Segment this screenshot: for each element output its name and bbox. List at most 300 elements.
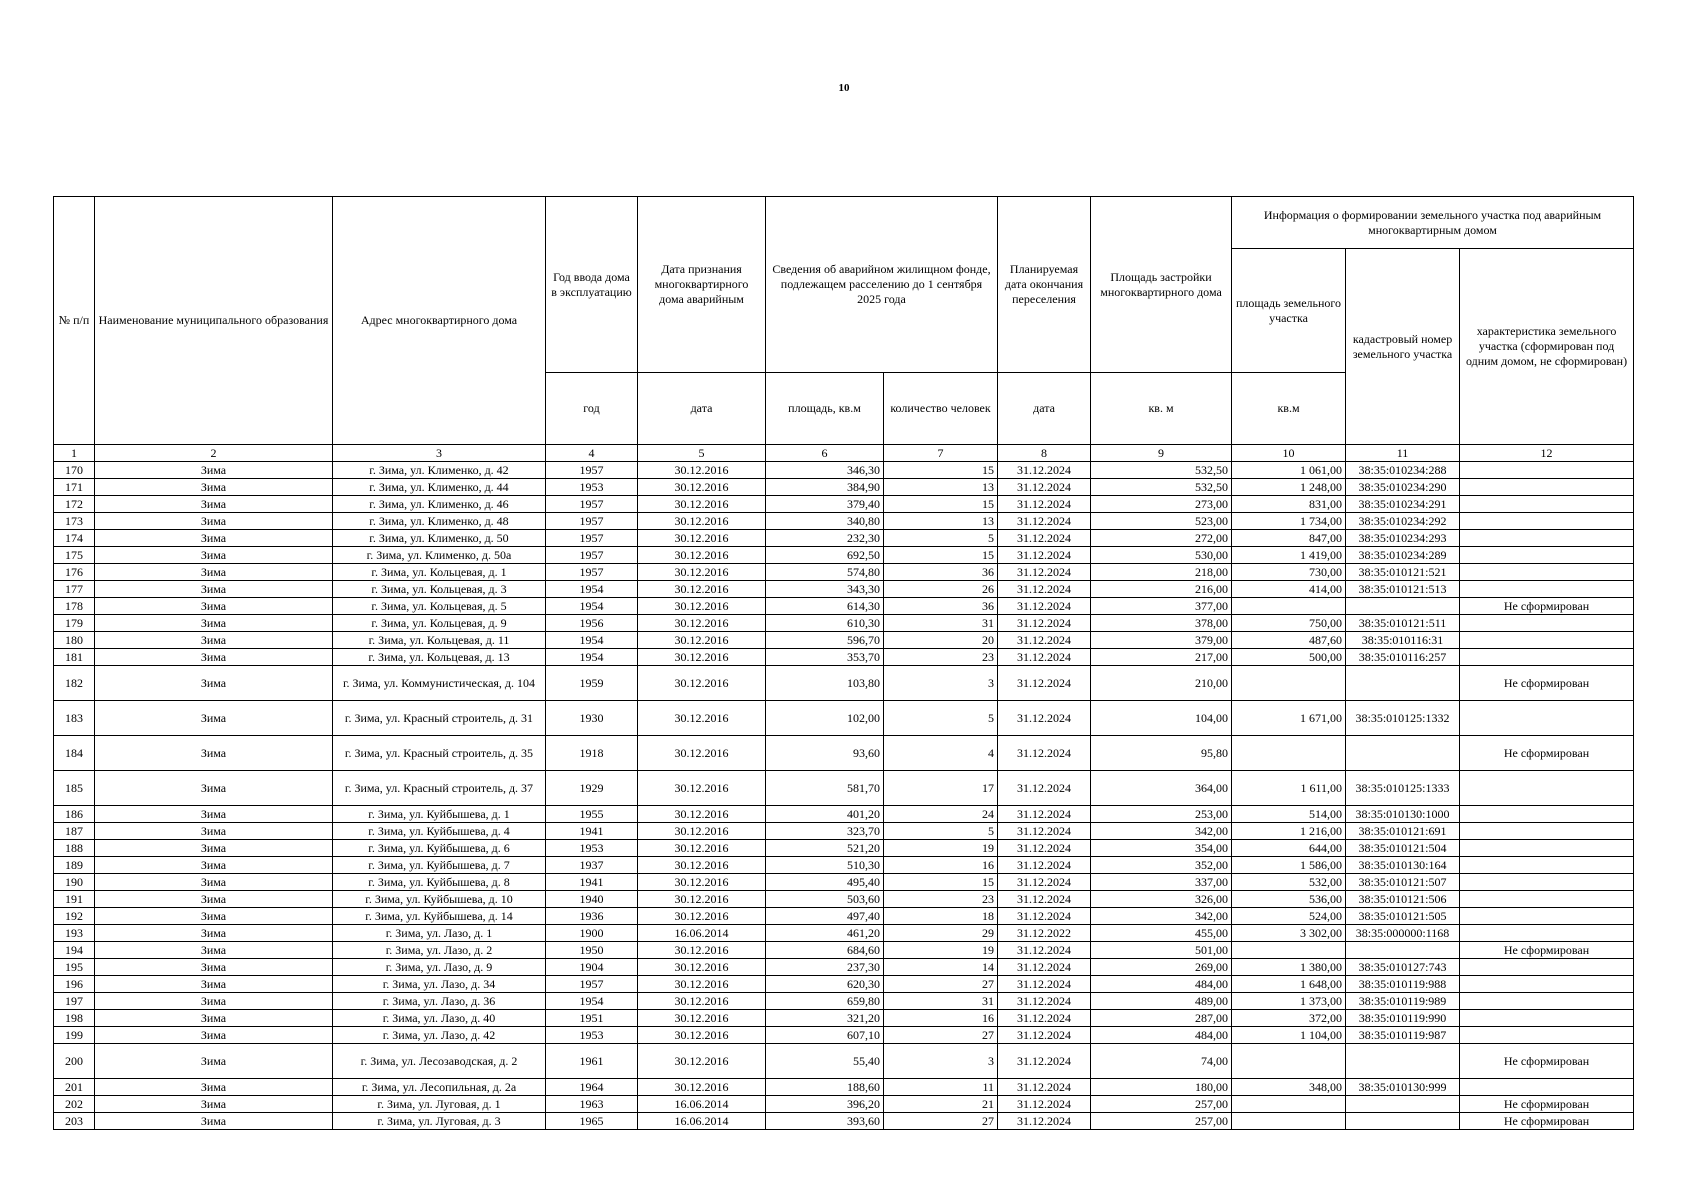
land-area-cell: 524,00: [1232, 908, 1346, 925]
year-cell: 1953: [546, 1027, 638, 1044]
recognition-date-cell: 30.12.2016: [638, 857, 766, 874]
column-number: 4: [546, 445, 638, 462]
building-area-cell: 530,00: [1091, 547, 1232, 564]
recognition-date-cell: 30.12.2016: [638, 840, 766, 857]
row-number-cell: 201: [54, 1079, 95, 1096]
row-number-cell: 170: [54, 462, 95, 479]
year-cell: 1929: [546, 771, 638, 806]
table-row: [54, 1113, 1634, 1130]
area-cell: 692,50: [766, 547, 884, 564]
planned-date-cell: 31.12.2024: [998, 806, 1091, 823]
recognition-date-cell: 16.06.2014: [638, 1096, 766, 1113]
municipality-cell: Зима: [95, 771, 333, 806]
building-area-cell: 104,00: [1091, 701, 1232, 736]
table-row: [54, 649, 1634, 666]
cadastral-number-cell: 38:35:010125:1332: [1346, 701, 1460, 736]
address-cell: г. Зима, ул. Куйбышева, д. 14: [333, 908, 546, 925]
people-count-cell: 27: [884, 976, 998, 993]
building-area-cell: 216,00: [1091, 581, 1232, 598]
address-cell: г. Зима, ул. Клименко, д. 50а: [333, 547, 546, 564]
column-number: 6: [766, 445, 884, 462]
municipality-cell: Зима: [95, 959, 333, 976]
municipality-cell: Зима: [95, 649, 333, 666]
planned-date-cell: 31.12.2024: [998, 598, 1091, 615]
planned-date-cell: 31.12.2024: [998, 701, 1091, 736]
row-number-cell: 183: [54, 701, 95, 736]
address-cell: г. Зима, ул. Коммунистическая, д. 104: [333, 666, 546, 701]
table-row: [54, 1079, 1634, 1096]
unit-date: дата: [638, 373, 766, 445]
municipality-cell: Зима: [95, 891, 333, 908]
planned-date-cell: 31.12.2024: [998, 908, 1091, 925]
municipality-cell: Зима: [95, 1027, 333, 1044]
building-area-cell: 217,00: [1091, 649, 1232, 666]
row-number-cell: 197: [54, 993, 95, 1010]
cadastral-number-cell: [1346, 1044, 1460, 1079]
municipality-cell: Зима: [95, 1079, 333, 1096]
table-row: [54, 959, 1634, 976]
land-status-cell: [1460, 976, 1634, 993]
area-cell: 607,10: [766, 1027, 884, 1044]
planned-date-cell: 31.12.2024: [998, 1044, 1091, 1079]
people-count-cell: 24: [884, 806, 998, 823]
cadastral-number-cell: 38:35:010119:990: [1346, 1010, 1460, 1027]
table-row: [54, 615, 1634, 632]
cadastral-number-cell: 38:35:010121:513: [1346, 581, 1460, 598]
row-number-cell: 180: [54, 632, 95, 649]
land-status-cell: [1460, 857, 1634, 874]
land-status-cell: Не сформирован: [1460, 666, 1634, 701]
unit-people: количество человек: [884, 373, 998, 445]
column-number: 10: [1232, 445, 1346, 462]
building-area-cell: 287,00: [1091, 1010, 1232, 1027]
municipality-cell: Зима: [95, 1096, 333, 1113]
building-area-cell: 74,00: [1091, 1044, 1232, 1079]
land-area-cell: 1 611,00: [1232, 771, 1346, 806]
address-cell: г. Зима, ул. Лесопильная, д. 2а: [333, 1079, 546, 1096]
area-cell: 684,60: [766, 942, 884, 959]
land-area-cell: 1 734,00: [1232, 513, 1346, 530]
row-number-cell: 181: [54, 649, 95, 666]
land-area-cell: 514,00: [1232, 806, 1346, 823]
planned-date-cell: 31.12.2024: [998, 496, 1091, 513]
planned-date-cell: 31.12.2024: [998, 891, 1091, 908]
address-cell: г. Зима, ул. Луговая, д. 3: [333, 1113, 546, 1130]
building-area-cell: 378,00: [1091, 615, 1232, 632]
header-address: Адрес многоквартирного дома: [333, 197, 546, 445]
year-cell: 1954: [546, 632, 638, 649]
address-cell: г. Зима, ул. Куйбышева, д. 7: [333, 857, 546, 874]
recognition-date-cell: 30.12.2016: [638, 479, 766, 496]
cadastral-number-cell: 38:35:010130:164: [1346, 857, 1460, 874]
municipality-cell: Зима: [95, 874, 333, 891]
row-number-cell: 195: [54, 959, 95, 976]
area-cell: 495,40: [766, 874, 884, 891]
people-count-cell: 29: [884, 925, 998, 942]
people-count-cell: 15: [884, 462, 998, 479]
cadastral-number-cell: 38:35:010234:289: [1346, 547, 1460, 564]
land-status-cell: [1460, 806, 1634, 823]
planned-date-cell: 31.12.2024: [998, 1079, 1091, 1096]
year-cell: 1955: [546, 806, 638, 823]
table-row: [54, 1096, 1634, 1113]
address-cell: г. Зима, ул. Кольцевая, д. 11: [333, 632, 546, 649]
land-area-cell: 847,00: [1232, 530, 1346, 547]
building-area-cell: 269,00: [1091, 959, 1232, 976]
building-area-cell: 342,00: [1091, 823, 1232, 840]
municipality-cell: Зима: [95, 976, 333, 993]
table-row: [54, 581, 1634, 598]
area-cell: 574,80: [766, 564, 884, 581]
people-count-cell: 15: [884, 874, 998, 891]
land-status-cell: [1460, 649, 1634, 666]
table-row: [54, 598, 1634, 615]
area-cell: 461,20: [766, 925, 884, 942]
row-number-cell: 179: [54, 615, 95, 632]
land-status-cell: [1460, 632, 1634, 649]
land-status-cell: [1460, 840, 1634, 857]
table-row: [54, 547, 1634, 564]
recognition-date-cell: 30.12.2016: [638, 701, 766, 736]
recognition-date-cell: 30.12.2016: [638, 666, 766, 701]
people-count-cell: 31: [884, 993, 998, 1010]
table-row: [54, 513, 1634, 530]
land-area-cell: 831,00: [1232, 496, 1346, 513]
land-area-cell: 348,00: [1232, 1079, 1346, 1096]
unit-planned-date: дата: [998, 373, 1091, 445]
row-number-cell: 187: [54, 823, 95, 840]
row-number-cell: 199: [54, 1027, 95, 1044]
year-cell: 1954: [546, 993, 638, 1010]
year-cell: 1965: [546, 1113, 638, 1130]
table-row: [54, 976, 1634, 993]
row-number-cell: 203: [54, 1113, 95, 1130]
land-area-cell: 532,00: [1232, 874, 1346, 891]
table-row: [54, 564, 1634, 581]
row-number-cell: 191: [54, 891, 95, 908]
municipality-cell: Зима: [95, 632, 333, 649]
people-count-cell: 17: [884, 771, 998, 806]
building-area-cell: 253,00: [1091, 806, 1232, 823]
planned-date-cell: 31.12.2024: [998, 771, 1091, 806]
area-cell: 232,30: [766, 530, 884, 547]
year-cell: 1941: [546, 874, 638, 891]
header-land-info: Информация о формировании земельного участка под аварийным многоквартирным домом: [1232, 197, 1634, 249]
cadastral-number-cell: [1346, 598, 1460, 615]
municipality-cell: Зима: [95, 462, 333, 479]
area-cell: 103,80: [766, 666, 884, 701]
land-status-cell: [1460, 564, 1634, 581]
unit-year: год: [546, 373, 638, 445]
recognition-date-cell: 30.12.2016: [638, 496, 766, 513]
people-count-cell: 13: [884, 479, 998, 496]
municipality-cell: Зима: [95, 547, 333, 564]
planned-date-cell: 31.12.2024: [998, 857, 1091, 874]
people-count-cell: 15: [884, 547, 998, 564]
people-count-cell: 20: [884, 632, 998, 649]
column-number: 3: [333, 445, 546, 462]
column-number: 1: [54, 445, 95, 462]
row-number-cell: 194: [54, 942, 95, 959]
column-number: 2: [95, 445, 333, 462]
municipality-cell: Зима: [95, 1044, 333, 1079]
land-status-cell: [1460, 547, 1634, 564]
land-area-cell: [1232, 598, 1346, 615]
cadastral-number-cell: [1346, 666, 1460, 701]
unit-land-kvm: кв.м: [1232, 373, 1346, 445]
area-cell: 55,40: [766, 1044, 884, 1079]
municipality-cell: Зима: [95, 925, 333, 942]
people-count-cell: 5: [884, 530, 998, 547]
row-number-cell: 186: [54, 806, 95, 823]
table-row: [54, 462, 1634, 479]
planned-date-cell: 31.12.2024: [998, 840, 1091, 857]
land-status-cell: [1460, 479, 1634, 496]
land-status-cell: [1460, 891, 1634, 908]
area-cell: 343,30: [766, 581, 884, 598]
row-number-cell: 176: [54, 564, 95, 581]
land-area-cell: [1232, 736, 1346, 771]
recognition-date-cell: 30.12.2016: [638, 462, 766, 479]
people-count-cell: 26: [884, 581, 998, 598]
area-cell: 510,30: [766, 857, 884, 874]
unit-area: площадь, кв.м: [766, 373, 884, 445]
year-cell: 1953: [546, 479, 638, 496]
planned-date-cell: 31.12.2024: [998, 1010, 1091, 1027]
people-count-cell: 36: [884, 564, 998, 581]
municipality-cell: Зима: [95, 479, 333, 496]
planned-date-cell: 31.12.2024: [998, 874, 1091, 891]
recognition-date-cell: 30.12.2016: [638, 874, 766, 891]
table-row: [54, 1027, 1634, 1044]
year-cell: 1957: [546, 462, 638, 479]
building-area-cell: 532,50: [1091, 479, 1232, 496]
area-cell: 610,30: [766, 615, 884, 632]
planned-date-cell: 31.12.2024: [998, 823, 1091, 840]
address-cell: г. Зима, ул. Лазо, д. 9: [333, 959, 546, 976]
area-cell: 353,70: [766, 649, 884, 666]
area-cell: 346,30: [766, 462, 884, 479]
building-area-cell: 379,00: [1091, 632, 1232, 649]
municipality-cell: Зима: [95, 1010, 333, 1027]
address-cell: г. Зима, ул. Кольцевая, д. 3: [333, 581, 546, 598]
row-number-cell: 178: [54, 598, 95, 615]
address-cell: г. Зима, ул. Лазо, д. 34: [333, 976, 546, 993]
table-row: [54, 874, 1634, 891]
row-number-cell: 171: [54, 479, 95, 496]
table-row: [54, 840, 1634, 857]
recognition-date-cell: 30.12.2016: [638, 806, 766, 823]
people-count-cell: 5: [884, 823, 998, 840]
column-number: 5: [638, 445, 766, 462]
people-count-cell: 23: [884, 649, 998, 666]
people-count-cell: 3: [884, 666, 998, 701]
year-cell: 1964: [546, 1079, 638, 1096]
land-status-cell: [1460, 701, 1634, 736]
land-status-cell: Не сформирован: [1460, 1096, 1634, 1113]
recognition-date-cell: 30.12.2016: [638, 1027, 766, 1044]
municipality-cell: Зима: [95, 530, 333, 547]
municipality-cell: Зима: [95, 598, 333, 615]
land-area-cell: 750,00: [1232, 615, 1346, 632]
recognition-date-cell: 30.12.2016: [638, 564, 766, 581]
year-cell: 1957: [546, 547, 638, 564]
land-area-cell: 1 248,00: [1232, 479, 1346, 496]
year-cell: 1951: [546, 1010, 638, 1027]
land-area-cell: 372,00: [1232, 1010, 1346, 1027]
planned-date-cell: 31.12.2024: [998, 942, 1091, 959]
building-area-cell: 273,00: [1091, 496, 1232, 513]
table-row: [54, 806, 1634, 823]
planned-date-cell: 31.12.2024: [998, 666, 1091, 701]
building-area-cell: 484,00: [1091, 976, 1232, 993]
area-cell: 379,40: [766, 496, 884, 513]
land-area-cell: 1 380,00: [1232, 959, 1346, 976]
building-area-cell: 501,00: [1091, 942, 1232, 959]
cadastral-number-cell: 38:35:010127:743: [1346, 959, 1460, 976]
building-area-cell: 354,00: [1091, 840, 1232, 857]
building-area-cell: 218,00: [1091, 564, 1232, 581]
cadastral-number-cell: [1346, 942, 1460, 959]
cadastral-number-cell: 38:35:010234:291: [1346, 496, 1460, 513]
building-area-cell: 352,00: [1091, 857, 1232, 874]
cadastral-number-cell: 38:35:010119:988: [1346, 976, 1460, 993]
planned-date-cell: 31.12.2024: [998, 513, 1091, 530]
area-cell: 596,70: [766, 632, 884, 649]
recognition-date-cell: 30.12.2016: [638, 530, 766, 547]
address-cell: г. Зима, ул. Куйбышева, д. 1: [333, 806, 546, 823]
building-area-cell: 180,00: [1091, 1079, 1232, 1096]
address-cell: г. Зима, ул. Кольцевая, д. 9: [333, 615, 546, 632]
cadastral-number-cell: 38:35:010234:293: [1346, 530, 1460, 547]
recognition-date-cell: 30.12.2016: [638, 823, 766, 840]
land-area-cell: [1232, 942, 1346, 959]
building-area-cell: 489,00: [1091, 993, 1232, 1010]
area-cell: 659,80: [766, 993, 884, 1010]
cadastral-number-cell: [1346, 1096, 1460, 1113]
page-number: 10: [838, 82, 850, 94]
year-cell: 1953: [546, 840, 638, 857]
land-area-cell: 1 671,00: [1232, 701, 1346, 736]
people-count-cell: 31: [884, 615, 998, 632]
people-count-cell: 23: [884, 891, 998, 908]
area-cell: 581,70: [766, 771, 884, 806]
recognition-date-cell: 30.12.2016: [638, 1044, 766, 1079]
year-cell: 1954: [546, 649, 638, 666]
address-cell: г. Зима, ул. Красный строитель, д. 31: [333, 701, 546, 736]
area-cell: 396,20: [766, 1096, 884, 1113]
people-count-cell: 4: [884, 736, 998, 771]
row-number-cell: 196: [54, 976, 95, 993]
planned-date-cell: 31.12.2022: [998, 925, 1091, 942]
planned-date-cell: 31.12.2024: [998, 649, 1091, 666]
land-status-cell: [1460, 496, 1634, 513]
recognition-date-cell: 30.12.2016: [638, 908, 766, 925]
recognition-date-cell: 30.12.2016: [638, 942, 766, 959]
address-cell: г. Зима, ул. Лазо, д. 40: [333, 1010, 546, 1027]
address-cell: г. Зима, ул. Клименко, д. 42: [333, 462, 546, 479]
area-cell: 521,20: [766, 840, 884, 857]
year-cell: 1940: [546, 891, 638, 908]
address-cell: г. Зима, ул. Кольцевая, д. 1: [333, 564, 546, 581]
cadastral-number-cell: 38:35:010121:505: [1346, 908, 1460, 925]
land-status-cell: [1460, 771, 1634, 806]
year-cell: 1957: [546, 513, 638, 530]
row-number-cell: 200: [54, 1044, 95, 1079]
address-cell: г. Зима, ул. Луговая, д. 1: [333, 1096, 546, 1113]
planned-date-cell: 31.12.2024: [998, 462, 1091, 479]
land-area-cell: [1232, 666, 1346, 701]
year-cell: 1900: [546, 925, 638, 942]
column-number: 11: [1346, 445, 1460, 462]
year-cell: 1957: [546, 976, 638, 993]
planned-date-cell: 31.12.2024: [998, 1113, 1091, 1130]
table-body: [54, 462, 1634, 1130]
municipality-cell: Зима: [95, 581, 333, 598]
municipality-cell: Зима: [95, 666, 333, 701]
recognition-date-cell: 30.12.2016: [638, 581, 766, 598]
building-area-cell: 364,00: [1091, 771, 1232, 806]
address-cell: г. Зима, ул. Куйбышева, д. 10: [333, 891, 546, 908]
unit-building-kvm: кв. м: [1091, 373, 1232, 445]
area-cell: 614,30: [766, 598, 884, 615]
land-status-cell: [1460, 1027, 1634, 1044]
building-area-cell: 326,00: [1091, 891, 1232, 908]
table-row: [54, 891, 1634, 908]
address-cell: г. Зима, ул. Клименко, д. 48: [333, 513, 546, 530]
cadastral-number-cell: 38:35:010121:521: [1346, 564, 1460, 581]
year-cell: 1954: [546, 581, 638, 598]
year-cell: 1963: [546, 1096, 638, 1113]
cadastral-number-cell: 38:35:010119:989: [1346, 993, 1460, 1010]
municipality-cell: Зима: [95, 564, 333, 581]
land-status-cell: [1460, 530, 1634, 547]
land-status-cell: [1460, 908, 1634, 925]
planned-date-cell: 31.12.2024: [998, 1027, 1091, 1044]
header-num: № п/п: [54, 197, 95, 445]
land-status-cell: Не сформирован: [1460, 942, 1634, 959]
address-cell: г. Зима, ул. Лазо, д. 2: [333, 942, 546, 959]
land-area-cell: 1 586,00: [1232, 857, 1346, 874]
land-area-cell: 1 061,00: [1232, 462, 1346, 479]
planned-date-cell: 31.12.2024: [998, 976, 1091, 993]
cadastral-number-cell: 38:35:010116:257: [1346, 649, 1460, 666]
table-row: [54, 1010, 1634, 1027]
people-count-cell: 14: [884, 959, 998, 976]
municipality-cell: Зима: [95, 857, 333, 874]
address-cell: г. Зима, ул. Лазо, д. 36: [333, 993, 546, 1010]
table-row: [54, 632, 1634, 649]
cadastral-number-cell: 38:35:010121:507: [1346, 874, 1460, 891]
year-cell: 1957: [546, 564, 638, 581]
municipality-cell: Зима: [95, 823, 333, 840]
header-emergency-fund: Сведения об аварийном жилищном фонде, подлежащем расселению до 1 сентября 2025 года: [766, 197, 998, 373]
row-number-cell: 177: [54, 581, 95, 598]
area-cell: 102,00: [766, 701, 884, 736]
address-cell: г. Зима, ул. Клименко, д. 46: [333, 496, 546, 513]
cadastral-number-cell: [1346, 1113, 1460, 1130]
header-cadastral: кадастровый номер земельного участка: [1346, 249, 1460, 445]
row-number-cell: 193: [54, 925, 95, 942]
area-cell: 620,30: [766, 976, 884, 993]
year-cell: 1961: [546, 1044, 638, 1079]
land-status-cell: Не сформирован: [1460, 1113, 1634, 1130]
municipality-cell: Зима: [95, 615, 333, 632]
building-area-cell: 337,00: [1091, 874, 1232, 891]
table-row: [54, 479, 1634, 496]
header-recognition-date: Дата признания многоквартирного дома аварийным: [638, 197, 766, 373]
municipality-cell: Зима: [95, 1113, 333, 1130]
